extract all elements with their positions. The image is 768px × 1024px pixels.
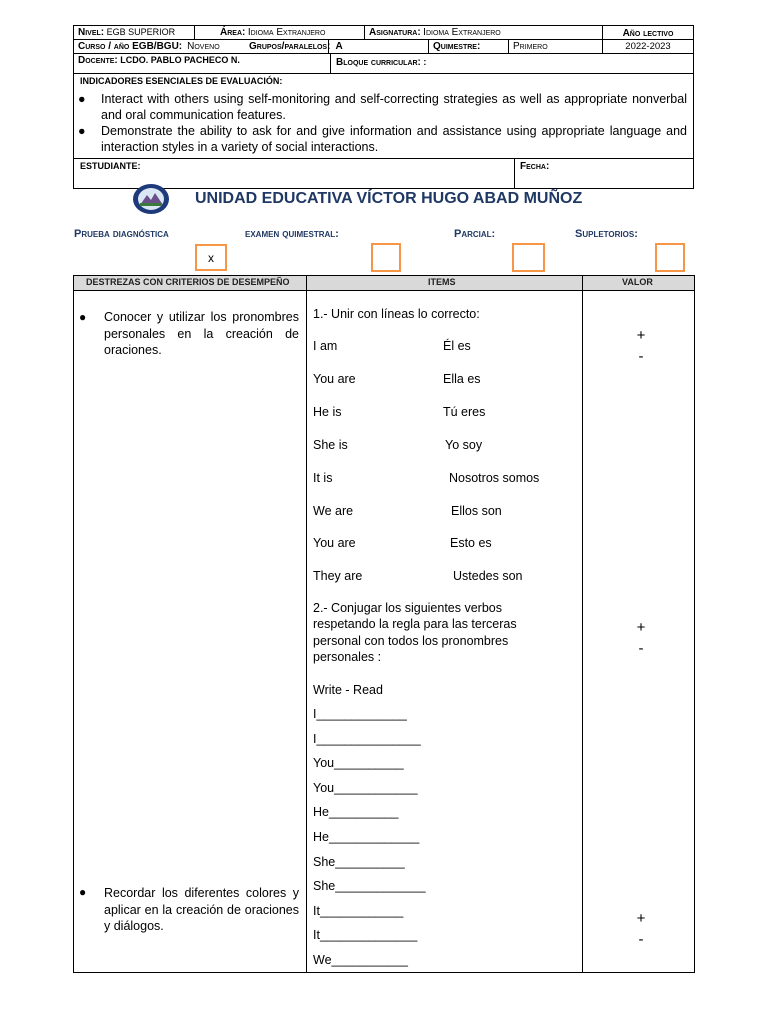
q2-answer-line[interactable]: She_____________	[313, 879, 426, 894]
bloque-value: :	[423, 57, 427, 67]
supletorios-checkbox[interactable]	[655, 243, 685, 272]
question-2-title-line-2: respetando la regla para las terceras	[313, 617, 517, 631]
question-1-title: 1.- Unir con líneas lo correcto:	[313, 307, 480, 321]
estudiante-label: ESTUDIANTE:	[80, 161, 141, 171]
skill-1: Conocer y utilizar los pronombres personales en la creación de oraciones.	[104, 310, 299, 357]
anio-lectivo-value: 2022-2023	[625, 41, 671, 52]
q1-left-item: They are	[313, 569, 363, 583]
bloque-label: Bloque curricular:	[336, 57, 421, 68]
bullet-icon: ●	[78, 124, 86, 138]
bullet-icon: ●	[79, 310, 87, 324]
prueba-diagnostica-label: Prueba diagnóstica	[74, 228, 169, 240]
quimestral-checkbox[interactable]	[371, 243, 401, 272]
header-row-1	[74, 26, 693, 40]
q1-left-item: She is	[313, 438, 348, 452]
parcial-checkbox[interactable]	[512, 243, 545, 272]
examen-quimestral-label: examen quimestral:	[245, 228, 339, 240]
docente-value: LCDO. PABLO PACHECO N.	[120, 55, 240, 65]
q1-right-item: Tú eres	[443, 405, 486, 419]
q2-answer-line[interactable]: It______________	[313, 928, 418, 943]
plus-sign-2: +	[636, 619, 646, 636]
q2-answer-line[interactable]: I_____________	[313, 707, 407, 721]
q1-left-item: You are	[313, 536, 356, 550]
q2-answer-line[interactable]: He__________	[313, 805, 399, 820]
area-cell	[195, 26, 365, 39]
nivel-label: Nivel:	[78, 27, 105, 38]
q1-right-item: Ellos son	[451, 504, 502, 518]
question-2-verbs: Write - Read	[313, 683, 383, 697]
asignatura-label: Asignatura:	[369, 27, 421, 38]
school-name: UNIDAD EDUCATIVA VÍCTOR HUGO ABAD MUÑOZ	[195, 190, 583, 207]
q2-answer-line[interactable]: You__________	[313, 756, 404, 771]
indicator-1: ● Interact with others using self-monitoring and self-correcting strategies as well as appropriate nonverbal and oral communication features.	[78, 92, 687, 122]
quimestre-value: Primero	[513, 41, 548, 52]
skill-2: Recordar los diferentes colores y aplicar en la creación de oraciones y diálogos.	[104, 886, 299, 933]
grupos-value: A	[335, 41, 343, 52]
q2-answer-line[interactable]: She__________	[313, 854, 405, 869]
col-valor: VALOR	[622, 277, 653, 287]
quimestre-label: Quimestre:	[433, 41, 481, 52]
header-row-2	[74, 40, 693, 54]
prueba-mark: x	[208, 251, 214, 265]
plus-sign-1: +	[636, 327, 646, 344]
question-2-title-line-3: personal con todos los pronombres	[313, 634, 509, 648]
col-items: ITEMS	[428, 277, 456, 287]
anio-lectivo-label: Año lectivo	[622, 28, 674, 39]
grupos-cell	[329, 40, 429, 53]
nivel-cell	[74, 26, 195, 39]
indicator-2: ● Demonstrate the ability to ask for and give information and assistance using appropriate language and interaction styles in a variety of social interactions.	[78, 124, 687, 154]
minus-sign-3: -	[638, 931, 644, 948]
q2-answer-line[interactable]: We___________	[313, 953, 408, 967]
curso-label: Curso / año EGB/BGU:	[78, 41, 183, 52]
q1-left-item: It is	[313, 471, 333, 485]
table-header	[74, 276, 694, 291]
q1-right-item: Ella es	[443, 372, 481, 386]
indicators-section	[74, 74, 693, 159]
q1-left-item: I am	[313, 339, 338, 353]
evaluation-table	[73, 275, 695, 973]
area-value: Idioma Extranjero	[247, 27, 326, 38]
col-destrezas: DESTREZAS CON CRITERIOS DE DESEMPEÑO	[86, 277, 290, 287]
header-row-3	[74, 54, 693, 74]
grupos-label: Grupos/paralelos:	[249, 41, 331, 52]
question-2-title-line-4: personales :	[313, 650, 382, 664]
q1-right-item: Yo soy	[445, 438, 483, 452]
bullet-icon: ●	[79, 885, 87, 899]
q1-right-item: Ustedes son	[453, 569, 523, 583]
asignatura-value: Idioma Extranjero	[423, 27, 501, 38]
parcial-label: Parcial:	[454, 228, 496, 240]
q2-answer-line[interactable]: He_____________	[313, 830, 420, 844]
area-label: Área:	[220, 27, 246, 38]
info-header-table	[73, 25, 694, 189]
quimestre-label-cell	[429, 40, 509, 53]
q1-right-item: Él es	[443, 339, 471, 353]
school-logo	[132, 183, 170, 215]
minus-sign-1: -	[638, 348, 644, 365]
minus-sign-2: -	[638, 640, 644, 657]
asignatura-cell	[365, 26, 603, 39]
bullet-icon: ●	[78, 92, 86, 106]
q1-right-item: Nosotros somos	[449, 471, 540, 485]
q1-left-item: He is	[313, 405, 342, 419]
q1-left-item: You are	[313, 372, 356, 386]
q1-right-item: Esto es	[450, 536, 492, 550]
q1-left-item: We are	[313, 504, 354, 518]
fecha-label: Fecha:	[520, 161, 550, 172]
question-2-title-line-1: 2.- Conjugar los siguientes verbos	[313, 601, 502, 615]
docente-label: Docente:	[78, 55, 118, 66]
curso-value: Noveno	[187, 41, 220, 52]
docente-cell	[74, 54, 331, 73]
q2-answer-line[interactable]: It____________	[313, 903, 404, 918]
indicators-title: INDICADORES ESENCIALES DE EVALUACIÓN:	[80, 76, 283, 86]
plus-sign-3: +	[636, 910, 646, 927]
supletorios-label: Supletorios:	[575, 228, 638, 240]
q2-answer-line[interactable]: I_______________	[313, 731, 421, 746]
q2-answer-line[interactable]: You____________	[313, 780, 418, 795]
nivel-value: EGB SUPERIOR	[106, 27, 176, 37]
prueba-checkbox[interactable]	[195, 244, 227, 271]
quimestre-value-cell	[509, 40, 603, 53]
anio-lectivo-cell	[603, 26, 693, 54]
